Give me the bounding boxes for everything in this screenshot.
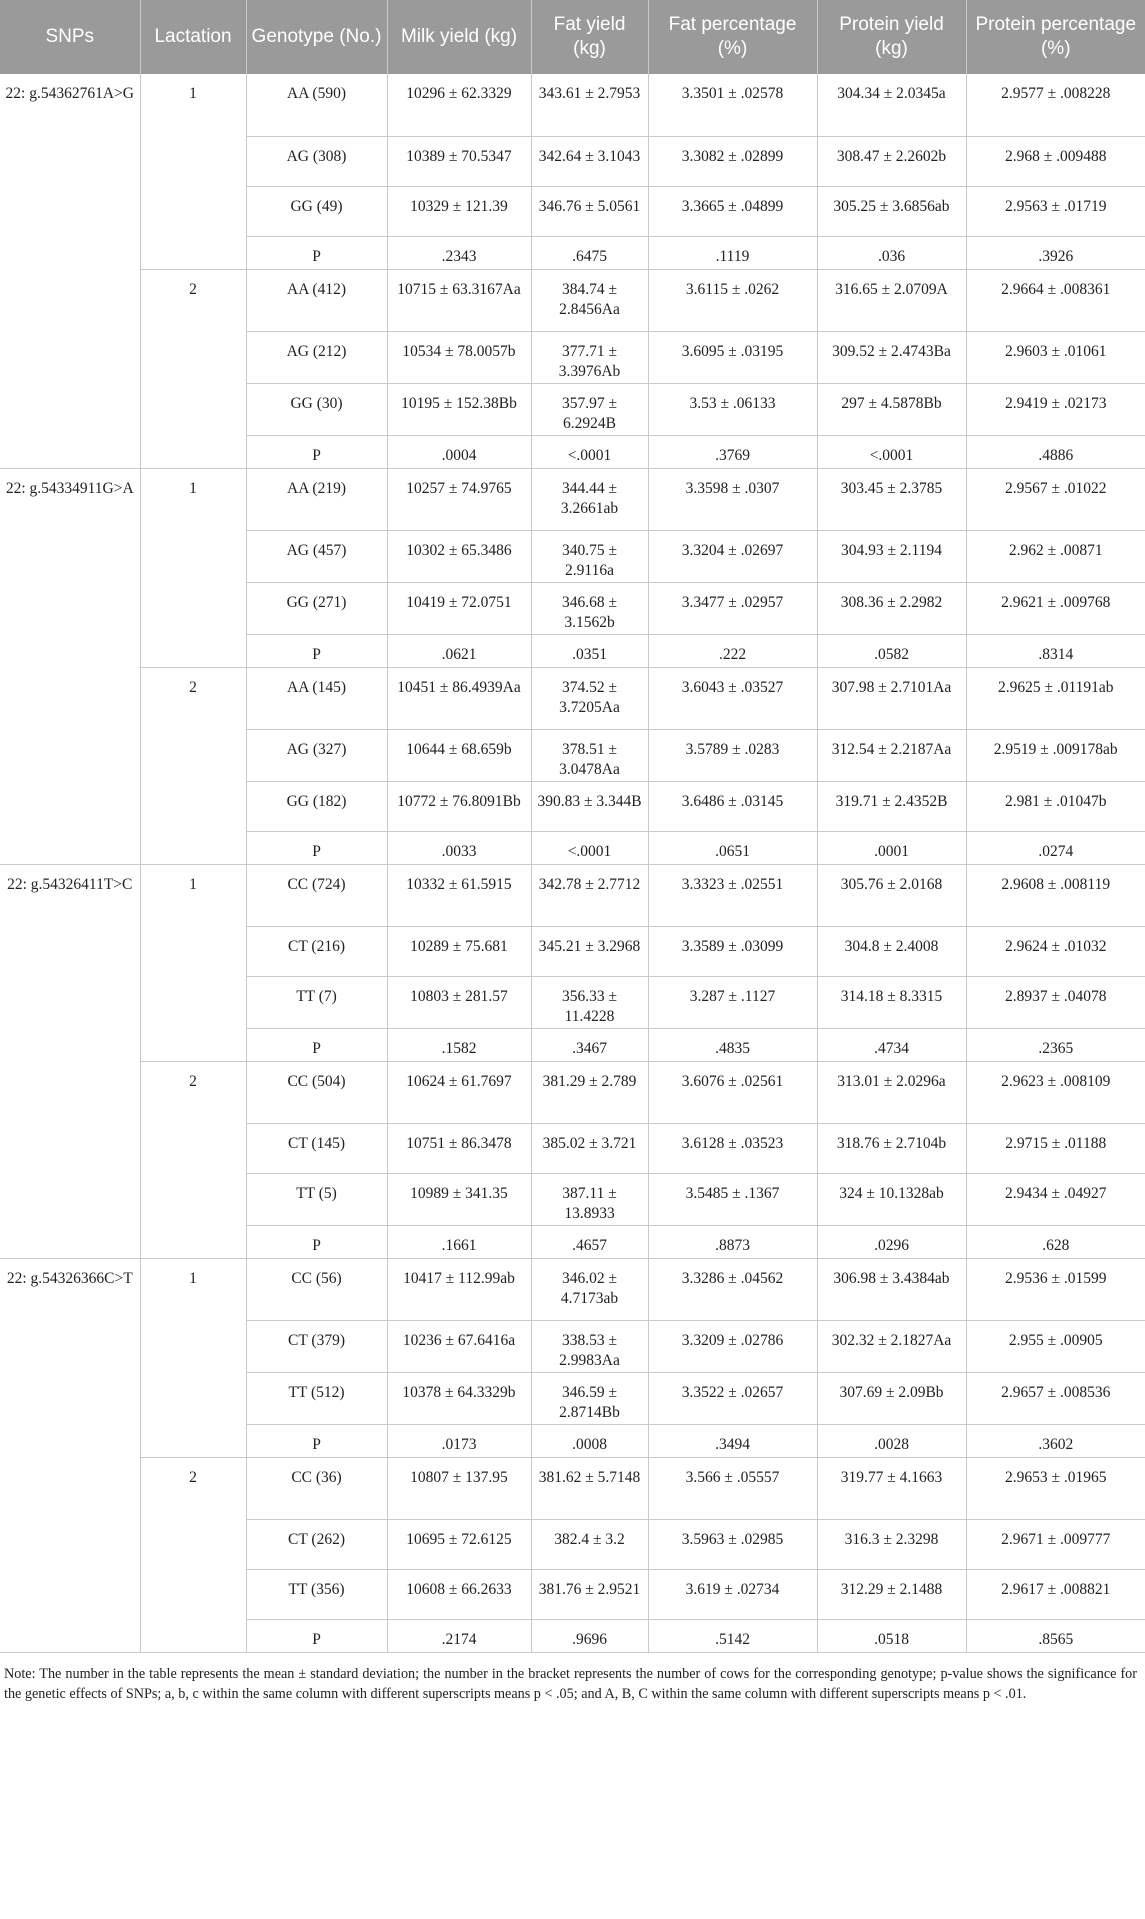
genotype-cell: TT (512) bbox=[246, 1372, 387, 1424]
value-cell: .0518 bbox=[817, 1619, 966, 1652]
value-cell: 3.6095 ± .03195 bbox=[648, 331, 817, 383]
value-cell: 382.4 ± 3.2 bbox=[531, 1519, 648, 1569]
value-cell: 346.02 ± 4.7173ab bbox=[531, 1258, 648, 1320]
value-cell: .0173 bbox=[387, 1424, 531, 1457]
value-cell: 2.981 ± .01047b bbox=[966, 781, 1145, 831]
value-cell: 390.83 ± 3.344B bbox=[531, 781, 648, 831]
value-cell: 3.5963 ± .02985 bbox=[648, 1519, 817, 1569]
value-cell: .6475 bbox=[531, 236, 648, 269]
value-cell: 297 ± 4.5878Bb bbox=[817, 383, 966, 435]
value-cell: 10772 ± 76.8091Bb bbox=[387, 781, 531, 831]
value-cell: 3.6128 ± .03523 bbox=[648, 1123, 817, 1173]
value-cell: 340.75 ± 2.9116a bbox=[531, 530, 648, 582]
genotype-cell: CT (262) bbox=[246, 1519, 387, 1569]
value-cell: 357.97 ± 6.2924B bbox=[531, 383, 648, 435]
value-cell: <.0001 bbox=[531, 831, 648, 864]
genotype-cell: AG (308) bbox=[246, 136, 387, 186]
snp-cell: 22: g.54326366C>T bbox=[0, 1258, 140, 1652]
value-cell: 2.9617 ± .008821 bbox=[966, 1569, 1145, 1619]
p-label-cell: P bbox=[246, 634, 387, 667]
value-cell: 2.9434 ± .04927 bbox=[966, 1173, 1145, 1225]
p-label-cell: P bbox=[246, 236, 387, 269]
genotype-cell: CC (724) bbox=[246, 864, 387, 926]
value-cell: 342.64 ± 3.1043 bbox=[531, 136, 648, 186]
value-cell: 2.8937 ± .04078 bbox=[966, 976, 1145, 1028]
value-cell: 2.9625 ± .01191ab bbox=[966, 667, 1145, 729]
value-cell: 313.01 ± 2.0296a bbox=[817, 1061, 966, 1123]
col-header-fat-percentage: Fat percentage (%) bbox=[648, 0, 817, 74]
table-row bbox=[0, 74, 1145, 136]
value-cell: 10332 ± 61.5915 bbox=[387, 864, 531, 926]
value-cell: 10289 ± 75.681 bbox=[387, 926, 531, 976]
genotype-cell: GG (271) bbox=[246, 582, 387, 634]
value-cell: 2.9563 ± .01719 bbox=[966, 186, 1145, 236]
value-cell: 10715 ± 63.3167Aa bbox=[387, 269, 531, 331]
value-cell: 3.5789 ± .0283 bbox=[648, 729, 817, 781]
value-cell: 314.18 ± 8.3315 bbox=[817, 976, 966, 1028]
value-cell: .4886 bbox=[966, 435, 1145, 468]
value-cell: 377.71 ± 3.3976Ab bbox=[531, 331, 648, 383]
lactation-cell: 2 bbox=[140, 667, 246, 864]
value-cell: 306.98 ± 3.4384ab bbox=[817, 1258, 966, 1320]
value-cell: 312.54 ± 2.2187Aa bbox=[817, 729, 966, 781]
value-cell: .9696 bbox=[531, 1619, 648, 1652]
value-cell: 3.3286 ± .04562 bbox=[648, 1258, 817, 1320]
value-cell: 345.21 ± 3.2968 bbox=[531, 926, 648, 976]
p-label-cell: P bbox=[246, 831, 387, 864]
value-cell: .036 bbox=[817, 236, 966, 269]
value-cell: 381.62 ± 5.7148 bbox=[531, 1457, 648, 1519]
value-cell: 2.9623 ± .008109 bbox=[966, 1061, 1145, 1123]
col-header-fat-yield: Fat yield (kg) bbox=[531, 0, 648, 74]
value-cell: 10296 ± 62.3329 bbox=[387, 74, 531, 136]
genotype-cell: CT (216) bbox=[246, 926, 387, 976]
table-row bbox=[0, 1457, 1145, 1519]
lactation-cell: 2 bbox=[140, 1457, 246, 1652]
value-cell: 2.9664 ± .008361 bbox=[966, 269, 1145, 331]
p-label-cell: P bbox=[246, 1028, 387, 1061]
value-cell: 381.29 ± 2.789 bbox=[531, 1061, 648, 1123]
value-cell: .3494 bbox=[648, 1424, 817, 1457]
value-cell: 3.3209 ± .02786 bbox=[648, 1320, 817, 1372]
value-cell: 2.955 ± .00905 bbox=[966, 1320, 1145, 1372]
value-cell: 3.6076 ± .02561 bbox=[648, 1061, 817, 1123]
col-header-milk-yield: Milk yield (kg) bbox=[387, 0, 531, 74]
value-cell: 384.74 ± 2.8456Aa bbox=[531, 269, 648, 331]
table-row bbox=[0, 1061, 1145, 1123]
value-cell: .0274 bbox=[966, 831, 1145, 864]
value-cell: .3769 bbox=[648, 435, 817, 468]
table-header bbox=[0, 0, 1145, 74]
col-header-protein-yield: Protein yield (kg) bbox=[817, 0, 966, 74]
p-label-cell: P bbox=[246, 435, 387, 468]
value-cell: 10257 ± 74.9765 bbox=[387, 468, 531, 530]
value-cell: 3.6115 ± .0262 bbox=[648, 269, 817, 331]
genotype-cell: CT (145) bbox=[246, 1123, 387, 1173]
value-cell: .5142 bbox=[648, 1619, 817, 1652]
value-cell: 10608 ± 66.2633 bbox=[387, 1569, 531, 1619]
genotype-cell: AA (412) bbox=[246, 269, 387, 331]
value-cell: 343.61 ± 2.7953 bbox=[531, 74, 648, 136]
value-cell: 318.76 ± 2.7104b bbox=[817, 1123, 966, 1173]
value-cell: .628 bbox=[966, 1225, 1145, 1258]
value-cell: 10236 ± 67.6416a bbox=[387, 1320, 531, 1372]
value-cell: 381.76 ± 2.9521 bbox=[531, 1569, 648, 1619]
col-header-genotype: Genotype (No.) bbox=[246, 0, 387, 74]
value-cell: 3.3501 ± .02578 bbox=[648, 74, 817, 136]
value-cell: 2.9653 ± .01965 bbox=[966, 1457, 1145, 1519]
lactation-cell: 2 bbox=[140, 269, 246, 468]
col-header-snps: SNPs bbox=[0, 0, 140, 74]
value-cell: 10195 ± 152.38Bb bbox=[387, 383, 531, 435]
value-cell: 2.9536 ± .01599 bbox=[966, 1258, 1145, 1320]
table-note: Note: The number in the table represents the mean ± standard deviation; the number in the bracket represents the number of cows for the corresponding genotype; p-value shows the significance for the genetic effects of SNPs; a, b, c within the same column with different superscripts means p < .05; and A, B, C within the same column with different superscripts means p < .01. bbox=[4, 1665, 1137, 1702]
genotype-cell: TT (7) bbox=[246, 976, 387, 1028]
value-cell: .0296 bbox=[817, 1225, 966, 1258]
genotype-cell: TT (5) bbox=[246, 1173, 387, 1225]
genotype-cell: TT (356) bbox=[246, 1569, 387, 1619]
value-cell: 316.3 ± 2.3298 bbox=[817, 1519, 966, 1569]
value-cell: 3.6486 ± .03145 bbox=[648, 781, 817, 831]
col-header-lactation: Lactation bbox=[140, 0, 246, 74]
value-cell: 10803 ± 281.57 bbox=[387, 976, 531, 1028]
value-cell: 378.51 ± 3.0478Aa bbox=[531, 729, 648, 781]
genotype-cell: AA (145) bbox=[246, 667, 387, 729]
value-cell: 2.9519 ± .009178ab bbox=[966, 729, 1145, 781]
value-cell: .3926 bbox=[966, 236, 1145, 269]
value-cell: 346.59 ± 2.8714Bb bbox=[531, 1372, 648, 1424]
value-cell: 10695 ± 72.6125 bbox=[387, 1519, 531, 1569]
table-row bbox=[0, 1258, 1145, 1320]
value-cell: 10644 ± 68.659b bbox=[387, 729, 531, 781]
p-label-cell: P bbox=[246, 1424, 387, 1457]
genotype-cell: AG (327) bbox=[246, 729, 387, 781]
value-cell: 2.962 ± .00871 bbox=[966, 530, 1145, 582]
col-header-protein-percentage: Protein percentage (%) bbox=[966, 0, 1145, 74]
value-cell: .8565 bbox=[966, 1619, 1145, 1652]
value-cell: .0033 bbox=[387, 831, 531, 864]
value-cell: <.0001 bbox=[531, 435, 648, 468]
value-cell: 2.9608 ± .008119 bbox=[966, 864, 1145, 926]
snp-cell: 22: g.54362761A>G bbox=[0, 74, 140, 468]
value-cell: 2.9657 ± .008536 bbox=[966, 1372, 1145, 1424]
value-cell: 3.619 ± .02734 bbox=[648, 1569, 817, 1619]
value-cell: .0008 bbox=[531, 1424, 648, 1457]
value-cell: 2.9419 ± .02173 bbox=[966, 383, 1145, 435]
value-cell: 10451 ± 86.4939Aa bbox=[387, 667, 531, 729]
value-cell: 10624 ± 61.7697 bbox=[387, 1061, 531, 1123]
table-row bbox=[0, 468, 1145, 530]
value-cell: .8873 bbox=[648, 1225, 817, 1258]
genotype-cell: AG (212) bbox=[246, 331, 387, 383]
value-cell: 3.3598 ± .0307 bbox=[648, 468, 817, 530]
value-cell: 304.34 ± 2.0345a bbox=[817, 74, 966, 136]
value-cell: 303.45 ± 2.3785 bbox=[817, 468, 966, 530]
value-cell: .3467 bbox=[531, 1028, 648, 1061]
value-cell: 309.52 ± 2.4743Ba bbox=[817, 331, 966, 383]
p-label-cell: P bbox=[246, 1619, 387, 1652]
table-row bbox=[0, 667, 1145, 729]
value-cell: 2.9624 ± .01032 bbox=[966, 926, 1145, 976]
value-cell: .0621 bbox=[387, 634, 531, 667]
value-cell: 2.9621 ± .009768 bbox=[966, 582, 1145, 634]
value-cell: .1119 bbox=[648, 236, 817, 269]
value-cell: .3602 bbox=[966, 1424, 1145, 1457]
value-cell: 387.11 ± 13.8933 bbox=[531, 1173, 648, 1225]
value-cell: .1661 bbox=[387, 1225, 531, 1258]
value-cell: 319.71 ± 2.4352B bbox=[817, 781, 966, 831]
value-cell: 3.6043 ± .03527 bbox=[648, 667, 817, 729]
value-cell: 2.9577 ± .008228 bbox=[966, 74, 1145, 136]
value-cell: .4835 bbox=[648, 1028, 817, 1061]
value-cell: 356.33 ± 11.4228 bbox=[531, 976, 648, 1028]
value-cell: 10989 ± 341.35 bbox=[387, 1173, 531, 1225]
value-cell: 308.36 ± 2.2982 bbox=[817, 582, 966, 634]
value-cell: 2.9671 ± .009777 bbox=[966, 1519, 1145, 1569]
value-cell: 342.78 ± 2.7712 bbox=[531, 864, 648, 926]
genotype-cell: GG (182) bbox=[246, 781, 387, 831]
value-cell: .1582 bbox=[387, 1028, 531, 1061]
value-cell: 2.9603 ± .01061 bbox=[966, 331, 1145, 383]
value-cell: 3.3522 ± .02657 bbox=[648, 1372, 817, 1424]
value-cell: 2.968 ± .009488 bbox=[966, 136, 1145, 186]
p-label-cell: P bbox=[246, 1225, 387, 1258]
value-cell: 10378 ± 64.3329b bbox=[387, 1372, 531, 1424]
value-cell: .0004 bbox=[387, 435, 531, 468]
value-cell: 2.9567 ± .01022 bbox=[966, 468, 1145, 530]
value-cell: 10419 ± 72.0751 bbox=[387, 582, 531, 634]
value-cell: 3.566 ± .05557 bbox=[648, 1457, 817, 1519]
genotype-cell: GG (49) bbox=[246, 186, 387, 236]
value-cell: .0001 bbox=[817, 831, 966, 864]
value-cell: .2365 bbox=[966, 1028, 1145, 1061]
value-cell: 10302 ± 65.3486 bbox=[387, 530, 531, 582]
genotype-cell: CC (56) bbox=[246, 1258, 387, 1320]
value-cell: 307.98 ± 2.7101Aa bbox=[817, 667, 966, 729]
header-row bbox=[0, 0, 1145, 74]
value-cell: <.0001 bbox=[817, 435, 966, 468]
table-row bbox=[0, 269, 1145, 331]
value-cell: 385.02 ± 3.721 bbox=[531, 1123, 648, 1173]
value-cell: .0651 bbox=[648, 831, 817, 864]
value-cell: .2174 bbox=[387, 1619, 531, 1652]
value-cell: 324 ± 10.1328ab bbox=[817, 1173, 966, 1225]
value-cell: 344.44 ± 3.2661ab bbox=[531, 468, 648, 530]
value-cell: 308.47 ± 2.2602b bbox=[817, 136, 966, 186]
genotype-cell: GG (30) bbox=[246, 383, 387, 435]
genotype-cell: CC (504) bbox=[246, 1061, 387, 1123]
value-cell: 3.3082 ± .02899 bbox=[648, 136, 817, 186]
value-cell: 10751 ± 86.3478 bbox=[387, 1123, 531, 1173]
lactation-cell: 1 bbox=[140, 468, 246, 667]
value-cell: 316.65 ± 2.0709A bbox=[817, 269, 966, 331]
lactation-cell: 1 bbox=[140, 864, 246, 1061]
value-cell: 307.69 ± 2.09Bb bbox=[817, 1372, 966, 1424]
value-cell: 10389 ± 70.5347 bbox=[387, 136, 531, 186]
value-cell: 346.68 ± 3.1562b bbox=[531, 582, 648, 634]
value-cell: 305.76 ± 2.0168 bbox=[817, 864, 966, 926]
value-cell: 319.77 ± 4.1663 bbox=[817, 1457, 966, 1519]
genotype-cell: AA (219) bbox=[246, 468, 387, 530]
value-cell: 10807 ± 137.95 bbox=[387, 1457, 531, 1519]
value-cell: 3.5485 ± .1367 bbox=[648, 1173, 817, 1225]
value-cell: .222 bbox=[648, 634, 817, 667]
value-cell: 10534 ± 78.0057b bbox=[387, 331, 531, 383]
genotype-cell: CC (36) bbox=[246, 1457, 387, 1519]
value-cell: 3.287 ± .1127 bbox=[648, 976, 817, 1028]
genotype-cell: AG (457) bbox=[246, 530, 387, 582]
value-cell: .8314 bbox=[966, 634, 1145, 667]
value-cell: 374.52 ± 3.7205Aa bbox=[531, 667, 648, 729]
table-row bbox=[0, 864, 1145, 926]
value-cell: 305.25 ± 3.6856ab bbox=[817, 186, 966, 236]
lactation-cell: 1 bbox=[140, 1258, 246, 1457]
lactation-cell: 1 bbox=[140, 74, 246, 269]
snp-cell: 22: g.54326411T>C bbox=[0, 864, 140, 1258]
value-cell: .2343 bbox=[387, 236, 531, 269]
value-cell: 302.32 ± 2.1827Aa bbox=[817, 1320, 966, 1372]
value-cell: 3.3323 ± .02551 bbox=[648, 864, 817, 926]
value-cell: 3.3477 ± .02957 bbox=[648, 582, 817, 634]
value-cell: 3.3665 ± .04899 bbox=[648, 186, 817, 236]
table-body bbox=[0, 74, 1145, 1652]
value-cell: 304.8 ± 2.4008 bbox=[817, 926, 966, 976]
value-cell: 10417 ± 112.99ab bbox=[387, 1258, 531, 1320]
value-cell: 304.93 ± 2.1194 bbox=[817, 530, 966, 582]
value-cell: .0028 bbox=[817, 1424, 966, 1457]
value-cell: 3.53 ± .06133 bbox=[648, 383, 817, 435]
genotype-cell: AA (590) bbox=[246, 74, 387, 136]
value-cell: .0351 bbox=[531, 634, 648, 667]
value-cell: .4734 bbox=[817, 1028, 966, 1061]
value-cell: 346.76 ± 5.0561 bbox=[531, 186, 648, 236]
value-cell: 2.9715 ± .01188 bbox=[966, 1123, 1145, 1173]
value-cell: 312.29 ± 2.1488 bbox=[817, 1569, 966, 1619]
snp-cell: 22: g.54334911G>A bbox=[0, 468, 140, 864]
value-cell: 338.53 ± 2.9983Aa bbox=[531, 1320, 648, 1372]
value-cell: 3.3204 ± .02697 bbox=[648, 530, 817, 582]
lactation-cell: 2 bbox=[140, 1061, 246, 1258]
genotype-cell: CT (379) bbox=[246, 1320, 387, 1372]
value-cell: .4657 bbox=[531, 1225, 648, 1258]
value-cell: .0582 bbox=[817, 634, 966, 667]
value-cell: 10329 ± 121.39 bbox=[387, 186, 531, 236]
value-cell: 3.3589 ± .03099 bbox=[648, 926, 817, 976]
